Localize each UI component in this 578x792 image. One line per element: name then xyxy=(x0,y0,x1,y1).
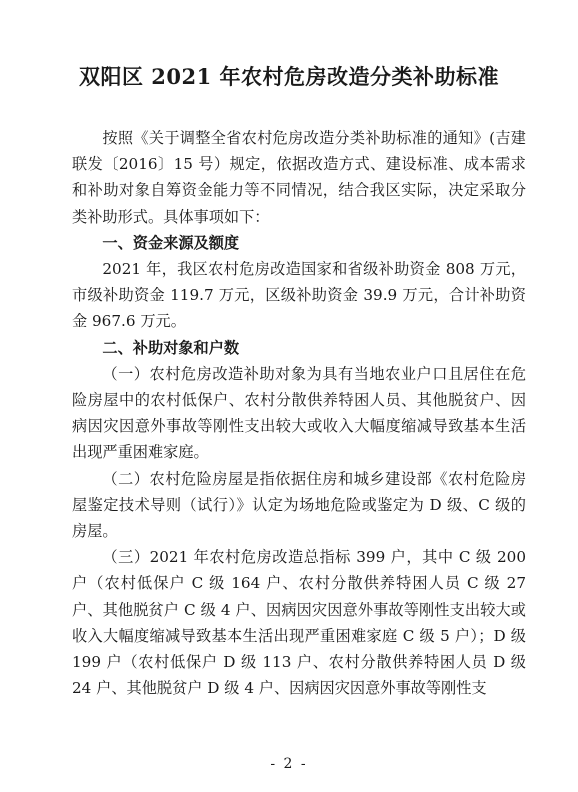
section-2-item-3: （三）2021 年农村危房改造总指标 399 户，其中 C 级 200 户（农村低保户 C 级 164 户、农村分散供养特困人员 C 级 27 户、其他脱贫户 C 级 4 户、因病因灾因意外事故等刚性支出较大或收入大幅度缩减导致基本生活出现严重困难家庭 C 级 5 户）；D 级 199 户（农村低保户 D 级 113 户、农村分散供养特困人员 D 级 24 户、其他脱贫户 D 级 4 户、因病因灾因意外事故等刚性支 xyxy=(72,548,526,698)
section-1-heading: 一、资金来源及额度 xyxy=(102,233,240,252)
document-title: 双阳区 2021 年农村危房改造分类补助标准 xyxy=(78,64,500,89)
section-2-item-2: （二）农村危险房屋是指依据住房和城乡建设部《农村危险房屋鉴定技术导则（试行）》认定为场地危险或鉴定为 D 级、C 级的房屋。 xyxy=(72,469,526,541)
section-1-paragraph: 2021 年，我区农村危房改造国家和省级补助资金 808 万元，市级补助资金 119.7 万元，区级补助资金 39.9 万元，合计补助资金 967.6 万元。 xyxy=(72,260,526,331)
intro-paragraph: 按照《关于调整全省农村危房改造分类补助标准的通知》(吉建联发〔2016〕15 号）规定，依据改造方式、建设标准、成本需求和补助对象自筹资金能力等不同情况，结合我区实际，决定采取分类补助形式。具体事项如下： xyxy=(72,129,526,226)
document-body xyxy=(72,125,526,701)
section-2-heading: 二、补助对象和户数 xyxy=(102,338,240,357)
page-number: - 2 - xyxy=(270,756,308,772)
section-2-item-1: （一）农村危房改造补助对象为具有当地农业户口且居住在危险房屋中的农村低保户、农村分散供养特困人员、其他脱贫户、因病因灾因意外事故等刚性支出较大或收入大幅度缩减导致基本生活出现严重困难家庭。 xyxy=(72,364,526,462)
